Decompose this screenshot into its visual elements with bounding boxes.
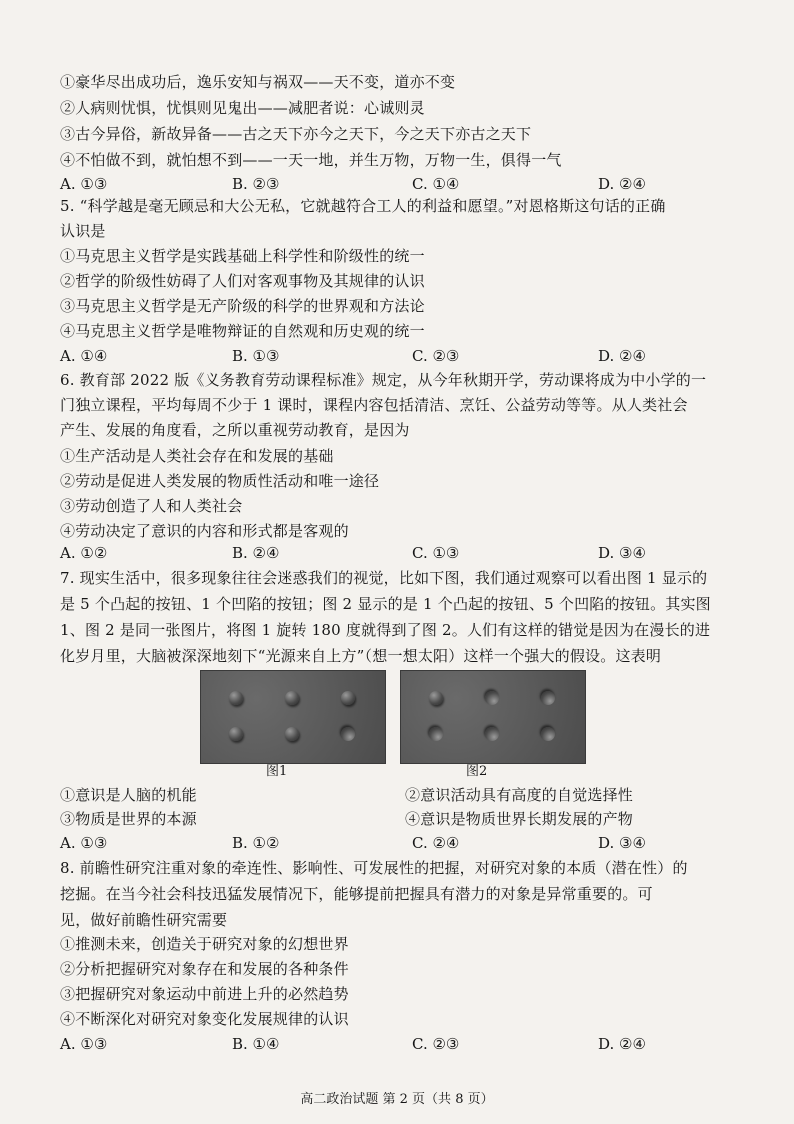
q7-stem-4: 化岁月里，大脑被深深地刻下“光源来自上方”（想一想太阳）这样一个强大的假设。这表明 [60, 647, 662, 665]
figure-1-image [200, 670, 386, 764]
q4-item-2: ②人病则忧惧，忧惧则见鬼出——减肥者说：心诚则灵 [60, 99, 425, 117]
sunken-button-icon [541, 691, 555, 705]
q8-item-1: ①推测未来，创造关于研究对象的幻想世界 [60, 935, 349, 953]
q7-stem-2: 是 5 个凸起的按钮、1 个凹陷的按钮；图 2 显示的是 1 个凸起的按钮、5 个凹陷的按钮。其实图 [60, 595, 711, 613]
q8-option-d: D. ②④ [598, 1035, 646, 1053]
q5-option-d: D. ②④ [598, 347, 646, 365]
q5-option-c: C. ②③ [412, 347, 460, 365]
q6-option-a: A. ①② [60, 544, 108, 562]
q7-option-c: C. ②④ [412, 834, 460, 852]
q4-option-a: A. ①③ [60, 175, 108, 193]
q7-option-a: A. ①③ [60, 834, 108, 852]
raised-button-icon [429, 691, 443, 705]
q8-item-3: ③把握研究对象运动中前进上升的必然趋势 [60, 985, 349, 1003]
q8-stem-2: 挖掘。在当今社会科技迅猛发展情况下，能够提前把握具有潜力的对象是异常重要的。可 [60, 885, 653, 903]
q6-item-2: ②劳动是促进人类发展的物质性活动和唯一途径 [60, 472, 380, 490]
q5-stem-2: 认识是 [60, 222, 106, 240]
raised-button-icon [229, 691, 243, 705]
figure-1-caption: 图1 [266, 764, 288, 779]
raised-button-icon [229, 727, 243, 741]
q6-stem-1: 6. 教育部 2022 版《义务教育劳动课程标准》规定，从今年秋期开学，劳动课将成为中小学的一 [60, 371, 707, 389]
q4-option-b: B. ②③ [232, 175, 280, 193]
sunken-button-icon [541, 727, 555, 741]
q5-option-b: B. ①③ [232, 347, 280, 365]
sunken-button-icon [485, 691, 499, 705]
q5-item-4: ④马克思主义哲学是唯物辩证的自然观和历史观的统一 [60, 322, 425, 340]
page-footer: 高二政治试题 第 2 页（共 8 页） [300, 1092, 494, 1107]
q8-stem-3: 见，做好前瞻性研究需要 [60, 911, 228, 929]
q4-item-1: ①豪华尽出成功后，逸乐安知与祸双——天不变，道亦不变 [60, 73, 456, 91]
q6-item-3: ③劳动创造了人和人类社会 [60, 497, 243, 515]
q8-item-4: ④不断深化对研究对象变化发展规律的认识 [60, 1010, 349, 1028]
q7-item-4: ④意识是物质世界长期发展的产物 [405, 810, 634, 828]
q7-option-b: B. ①② [232, 834, 280, 852]
q6-item-1: ①生产活动是人类社会存在和发展的基础 [60, 447, 334, 465]
q8-option-b: B. ①④ [232, 1035, 280, 1053]
q5-item-2: ②哲学的阶级性妨碍了人们对客观事物及其规律的认识 [60, 272, 425, 290]
q6-option-d: D. ③④ [598, 544, 646, 562]
sunken-button-icon [485, 727, 499, 741]
q7-stem-1: 7. 现实生活中，很多现象往往会迷惑我们的视觉，比如下图，我们通过观察可以看出图 1 显示的 [60, 569, 708, 587]
q4-item-4: ④不怕做不到，就怕想不到——一天一地，并生万物，万物一生，俱得一气 [60, 151, 562, 169]
sunken-button-icon [341, 727, 355, 741]
q5-item-1: ①马克思主义哲学是实践基础上科学性和阶级性的统一 [60, 247, 425, 265]
q6-option-b: B. ②④ [232, 544, 280, 562]
q5-stem-1: 5. “科学越是毫无顾忌和大公无私，它就越符合工人的利益和愿望。”对恩格斯这句话的正确 [60, 197, 666, 215]
sunken-button-icon [429, 727, 443, 741]
q4-option-d: D. ②④ [598, 175, 646, 193]
q7-stem-3: 1、图 2 是同一张图片，将图 1 旋转 180 度就得到了图 2。人们有这样的错觉是因为在漫长的进 [60, 621, 711, 639]
q8-stem-1: 8. 前瞻性研究注重对象的牵连性、影响性、可发展性的把握，对研究对象的本质（潜在性）的 [60, 859, 688, 877]
q4-item-3: ③古今异俗，新故异备——古之天下亦今之天下，今之天下亦古之天下 [60, 125, 532, 143]
q7-item-3: ③物质是世界的本源 [60, 810, 197, 828]
q6-item-4: ④劳动决定了意识的内容和形式都是客观的 [60, 522, 349, 540]
q5-item-3: ③马克思主义哲学是无产阶级的科学的世界观和方法论 [60, 297, 425, 315]
q5-option-a: A. ①④ [60, 347, 108, 365]
q7-option-d: D. ③④ [598, 834, 646, 852]
raised-button-icon [285, 691, 299, 705]
q8-item-2: ②分析把握研究对象存在和发展的各种条件 [60, 960, 349, 978]
q7-item-1: ①意识是人脑的机能 [60, 786, 197, 804]
q6-option-c: C. ①③ [412, 544, 460, 562]
figure-2-image [400, 670, 586, 764]
q6-stem-3: 产生、发展的角度看，之所以重视劳动教育，是因为 [60, 421, 410, 439]
q4-option-c: C. ①④ [412, 175, 460, 193]
q7-item-2: ②意识活动具有高度的自觉选择性 [405, 786, 634, 804]
raised-button-icon [285, 727, 299, 741]
raised-button-icon [341, 691, 355, 705]
q6-stem-2: 门独立课程，平均每周不少于 1 课时，课程内容包括清洁、烹饪、公益劳动等等。从人类社会 [60, 396, 688, 414]
q8-option-c: C. ②③ [412, 1035, 460, 1053]
figure-2-caption: 图2 [466, 764, 488, 779]
q8-option-a: A. ①③ [60, 1035, 108, 1053]
